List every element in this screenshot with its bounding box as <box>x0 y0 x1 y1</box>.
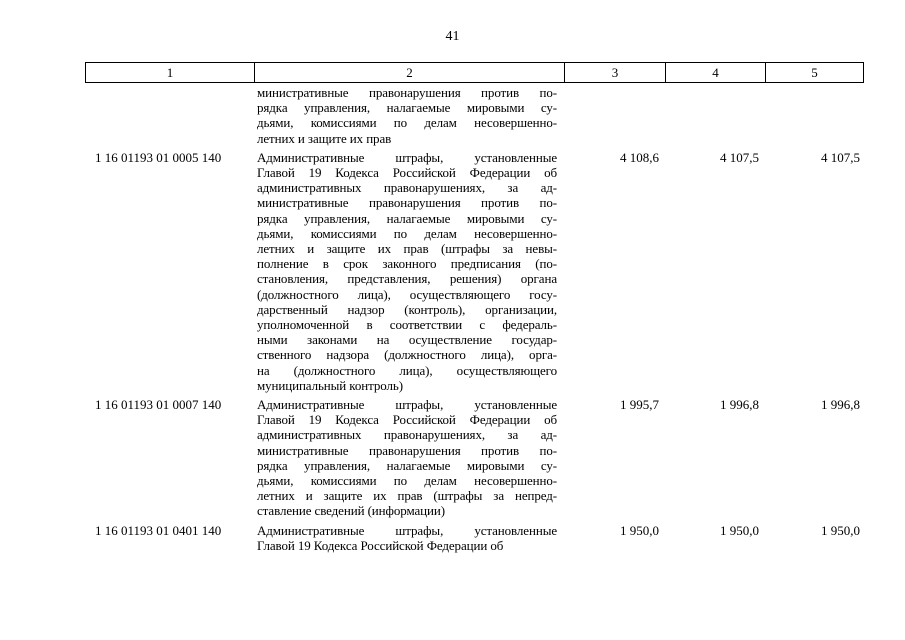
header-col-1: 1 <box>166 65 174 80</box>
description-line: уполномоченной в соответствии с федераль- <box>257 317 557 333</box>
row-description <box>257 150 557 393</box>
description-line: дьями, комиссиями по делам несовершенно- <box>257 225 557 241</box>
row-value-col4: 1 950,0 <box>720 522 759 538</box>
description-line: министративные правонарушения против по- <box>257 195 557 211</box>
description-line: Административные штрафы, установленные <box>257 397 557 413</box>
page-number: 41 <box>445 29 460 44</box>
header-col-3: 3 <box>564 63 665 82</box>
row-code: 1 16 01193 01 0007 140 <box>95 397 222 413</box>
table-header-row <box>85 62 864 83</box>
row-value-col4: 4 107,5 <box>720 149 759 165</box>
row-description <box>257 397 557 519</box>
description-line: Главой 19 Кодекса Российской Федерации об <box>257 537 504 553</box>
table-body <box>85 85 864 557</box>
row-description <box>257 85 557 146</box>
table-row <box>85 523 864 553</box>
table-row <box>85 150 864 393</box>
description-line: министративные правонарушения против по- <box>257 442 557 458</box>
description-line: Главой 19 Кодекса Российской Федерации об <box>257 412 557 428</box>
row-value-col4: 1 996,8 <box>720 397 759 413</box>
description-line: Административные штрафы, установленные <box>257 522 557 538</box>
row-value-col5: 1 996,8 <box>821 397 860 413</box>
description-line: ственного надзора (должностного лица), орга- <box>257 347 557 363</box>
row-value-col3: 1 995,7 <box>620 397 659 413</box>
description-line: рядка управления, налагаемые мировыми су- <box>257 457 557 473</box>
description-line: дарственный надзор (контроль), организации, <box>257 301 557 317</box>
header-col-4: 4 <box>665 63 765 82</box>
description-line: дьями, комиссиями по делам несовершенно- <box>257 473 557 489</box>
row-value-col5: 1 950,0 <box>821 522 860 538</box>
description-line: летних и защите их прав (штрафы за непред- <box>257 488 557 504</box>
description-line: министративные правонарушения против по- <box>257 85 557 100</box>
description-line: (должностного лица), осуществляющего госу- <box>257 286 557 302</box>
description-line: становления, представления, решения) органа <box>257 271 557 287</box>
header-col-5: 5 <box>765 63 863 82</box>
description-line: Административные штрафы, установленные <box>257 149 557 165</box>
row-value-col3: 4 108,6 <box>620 149 659 165</box>
description-line: на (должностного лица), осуществляющего <box>257 362 557 378</box>
description-line: полнение в срок законного предписания (по- <box>257 256 557 272</box>
row-code: 1 16 01193 01 0401 140 <box>95 522 222 538</box>
description-line: муниципальный контроль) <box>257 377 403 393</box>
table-row <box>85 85 864 146</box>
description-line: летних и защите их прав <box>257 130 392 146</box>
row-value-col5: 4 107,5 <box>821 149 860 165</box>
description-line: рядка управления, налагаемые мировыми су- <box>257 100 557 116</box>
row-description <box>257 523 557 553</box>
description-line: ными законами на осуществление государ- <box>257 332 557 348</box>
row-code: 1 16 01193 01 0005 140 <box>95 149 222 165</box>
description-line: административных правонарушениях, за ад- <box>257 427 557 443</box>
row-value-col3: 1 950,0 <box>620 522 659 538</box>
description-line: ставление сведений (информации) <box>257 503 445 519</box>
description-line: Главой 19 Кодекса Российской Федерации об <box>257 165 557 181</box>
header-col-2: 2 <box>254 63 564 82</box>
table-row <box>85 397 864 519</box>
description-line: административных правонарушениях, за ад- <box>257 180 557 196</box>
description-line: летних и защите их прав (штрафы за невы- <box>257 241 557 257</box>
description-line: дьями, комиссиями по делам несовершенно- <box>257 115 557 131</box>
description-line: рядка управления, налагаемые мировыми су- <box>257 210 557 226</box>
